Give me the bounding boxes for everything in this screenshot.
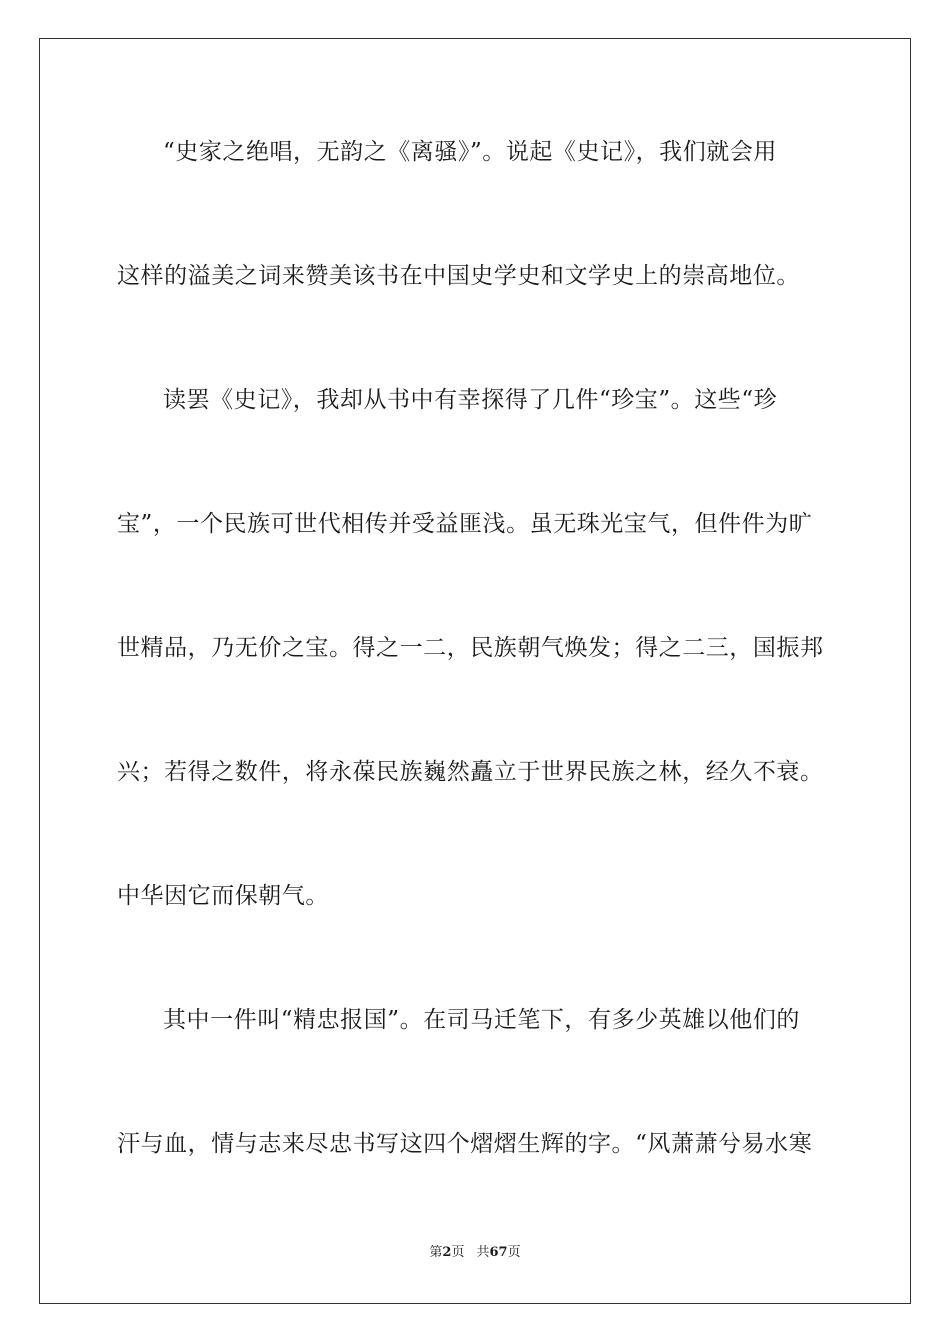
text-line-6: 兴；若得之数件，将永葆民族巍然矗立于世界民族之林，经久不衰。: [117, 759, 824, 785]
page-footer: [0, 1244, 950, 1262]
text-line-8: 其中一件叫“精忠报国”。在司马迁笔下，有多少英雄以他们的: [163, 1007, 800, 1033]
page-border: [39, 38, 911, 1304]
text-line-5: 世精品，乃无价之宝。得之一二，民族朝气焕发；得之二三，国振邦: [117, 635, 824, 661]
text-line-3: 读罢《史记》，我却从书中有幸探得了几件“珍宝”。这些“珍: [163, 387, 778, 413]
text-line-9: 汗与血，情与志来尽忠书写这四个熠熠生辉的字。“风萧萧兮易水寒: [117, 1131, 813, 1157]
page-prefix: 第: [429, 1245, 443, 1260]
total-pages: 67: [489, 1245, 508, 1260]
text-line-4: 宝”，一个民族可世代相传并受益匪浅。虽无珠光宝气，但件件为旷: [117, 511, 813, 537]
total-suffix: 页: [507, 1245, 521, 1260]
total-prefix: 共: [476, 1245, 490, 1260]
text-line-2: 这样的溢美之词来赞美该书在中国史学史和文学史上的崇高地位。: [117, 263, 800, 289]
text-line-7: 中华因它而保朝气。: [117, 883, 329, 909]
page-number: 2: [442, 1245, 452, 1260]
page-suffix: 页: [451, 1245, 465, 1260]
text-line-1: “史家之绝唱，无韵之《离骚》”。说起《史记》，我们就会用: [163, 139, 777, 165]
